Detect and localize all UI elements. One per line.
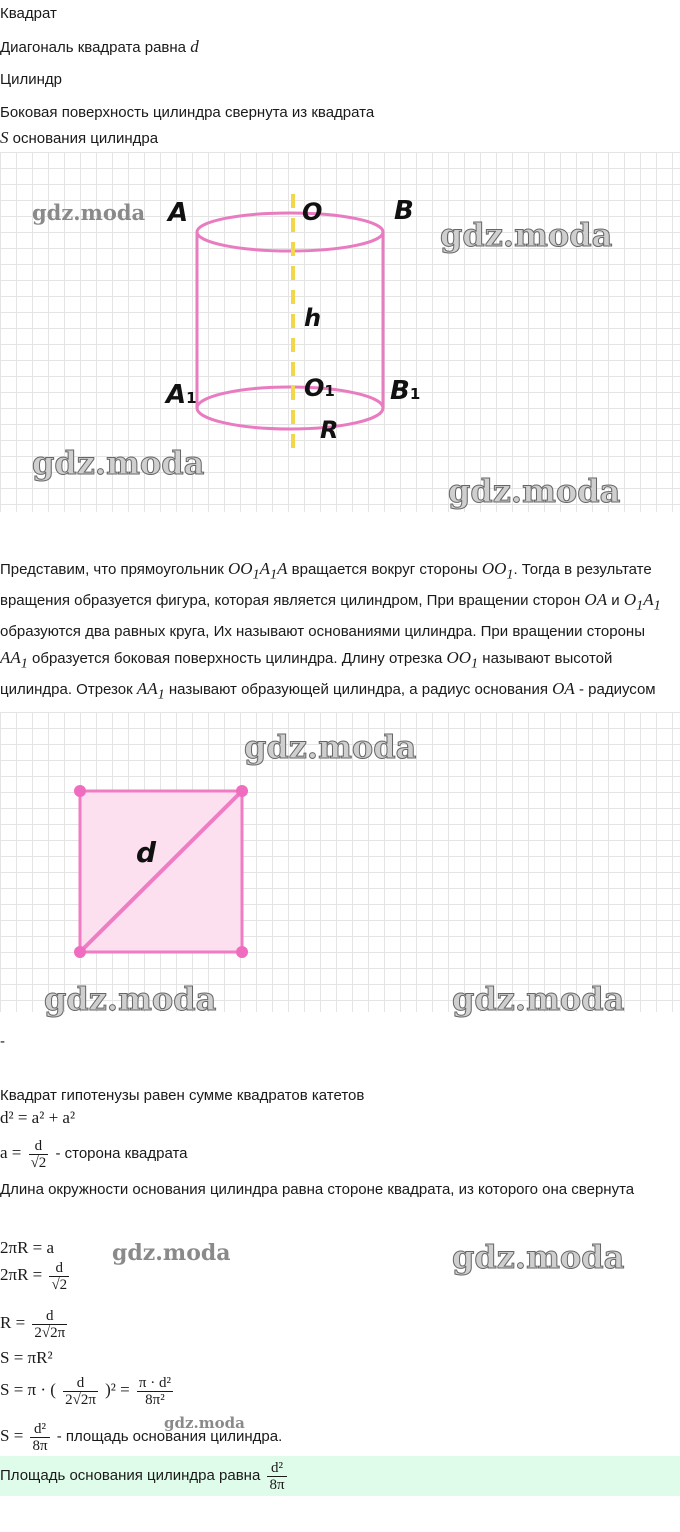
- label-d: d: [136, 836, 157, 869]
- square-figure: [0, 712, 680, 1018]
- answer-text: Площадь основания цилиндра равна: [0, 1467, 261, 1484]
- title-square: Квадрат: [0, 5, 57, 22]
- vertex-point: [236, 785, 248, 797]
- label-b1: B1: [390, 376, 421, 406]
- cylinder-figure: [0, 152, 680, 512]
- equation-1: d² = a² + a²: [0, 1108, 76, 1127]
- given-diagonal: [0, 37, 199, 58]
- find-var: S: [0, 128, 9, 147]
- equation-7: S = π · ( $\frac{d}{2√2\pi}$ )² = $\frac{\text{π · d²}}{\text{8π²}}$: [0, 1374, 171, 1408]
- watermark: gdz.moda: [448, 472, 621, 510]
- explanation-paragraph: Представим, что прямоугольник $OO_1A_1A$ вращается вокруг стороны $OO_1$. Тогда в результате вращения образуется фигура, которая является цилиндром, При вращении сторон OA и $O_1A_1$ образуются два равных круга, Их называют основаниями цилиндра. При вращении стороны $AA_1$ образуется боковая поверхность цилиндра. Длину отрезка $OO_1$ называют высотой цилиндра. Отрезок $AA_1$ называют образующей цилиндра, а радиус основания OA - радиусом: [0, 559, 661, 703]
- equation-3: 2πR = a: [0, 1238, 55, 1257]
- given-lateral: Боковая поверхность цилиндра свернута из квадрата: [0, 104, 375, 121]
- equation-6: S = πR²: [0, 1348, 53, 1367]
- pythagoras-text: Квадрат гипотенузы равен сумме квадратов катетов: [0, 1087, 365, 1104]
- watermark: gdz.moda: [452, 980, 625, 1018]
- watermark: gdz.moda: [440, 216, 613, 254]
- label-o: O: [302, 198, 323, 226]
- vertex-point: [236, 946, 248, 958]
- dash-line: -: [0, 1033, 5, 1050]
- watermark: gdz.moda: [32, 200, 146, 225]
- title-cylinder: Цилиндр: [0, 71, 62, 88]
- given-diagonal-text: Диагональ квадрата равна: [0, 39, 187, 56]
- watermark: gdz.moda: [164, 1414, 245, 1432]
- find-text: основания цилиндра: [12, 130, 159, 147]
- answer-box: [0, 1456, 680, 1496]
- label-a1: A1: [166, 380, 197, 410]
- label-r: R: [320, 416, 339, 444]
- equation-5: R = $\frac{d}{2√2\pi}$: [0, 1307, 66, 1341]
- watermark: gdz.moda: [244, 728, 417, 766]
- label-o1: O1: [304, 374, 335, 402]
- given-diagonal-var: d: [190, 37, 199, 56]
- label-b: B: [394, 196, 414, 226]
- answer-line: [0, 1458, 290, 1494]
- vertex-point: [74, 946, 86, 958]
- vertex-point: [74, 785, 86, 797]
- circumference-text: Длина окружности основания цилиндра равна стороне квадрата, из которого она свернута: [0, 1181, 635, 1198]
- equation-4: 2πR = $\frac{d}{√2}$: [0, 1259, 68, 1293]
- label-h: h: [304, 304, 322, 332]
- find-line: [0, 128, 158, 149]
- watermark: gdz.moda: [32, 444, 205, 482]
- equation-8: S = $\frac{\text{d²}}{8\pi}$ - площадь основания цилиндра.: [0, 1420, 283, 1454]
- answer-formula: $\frac{\text{d²}}{8\pi}$: [269, 1459, 285, 1493]
- watermark: gdz.moda: [112, 1240, 231, 1266]
- cylinder-bottom-base: [197, 387, 383, 429]
- cylinder-top-base: [197, 213, 383, 251]
- equation-2: a = $\frac{d}{√2}$ - сторона квадрата: [0, 1137, 188, 1171]
- watermark: gdz.moda: [44, 980, 217, 1018]
- watermark: gdz.moda: [452, 1238, 625, 1276]
- label-a: A: [168, 198, 189, 228]
